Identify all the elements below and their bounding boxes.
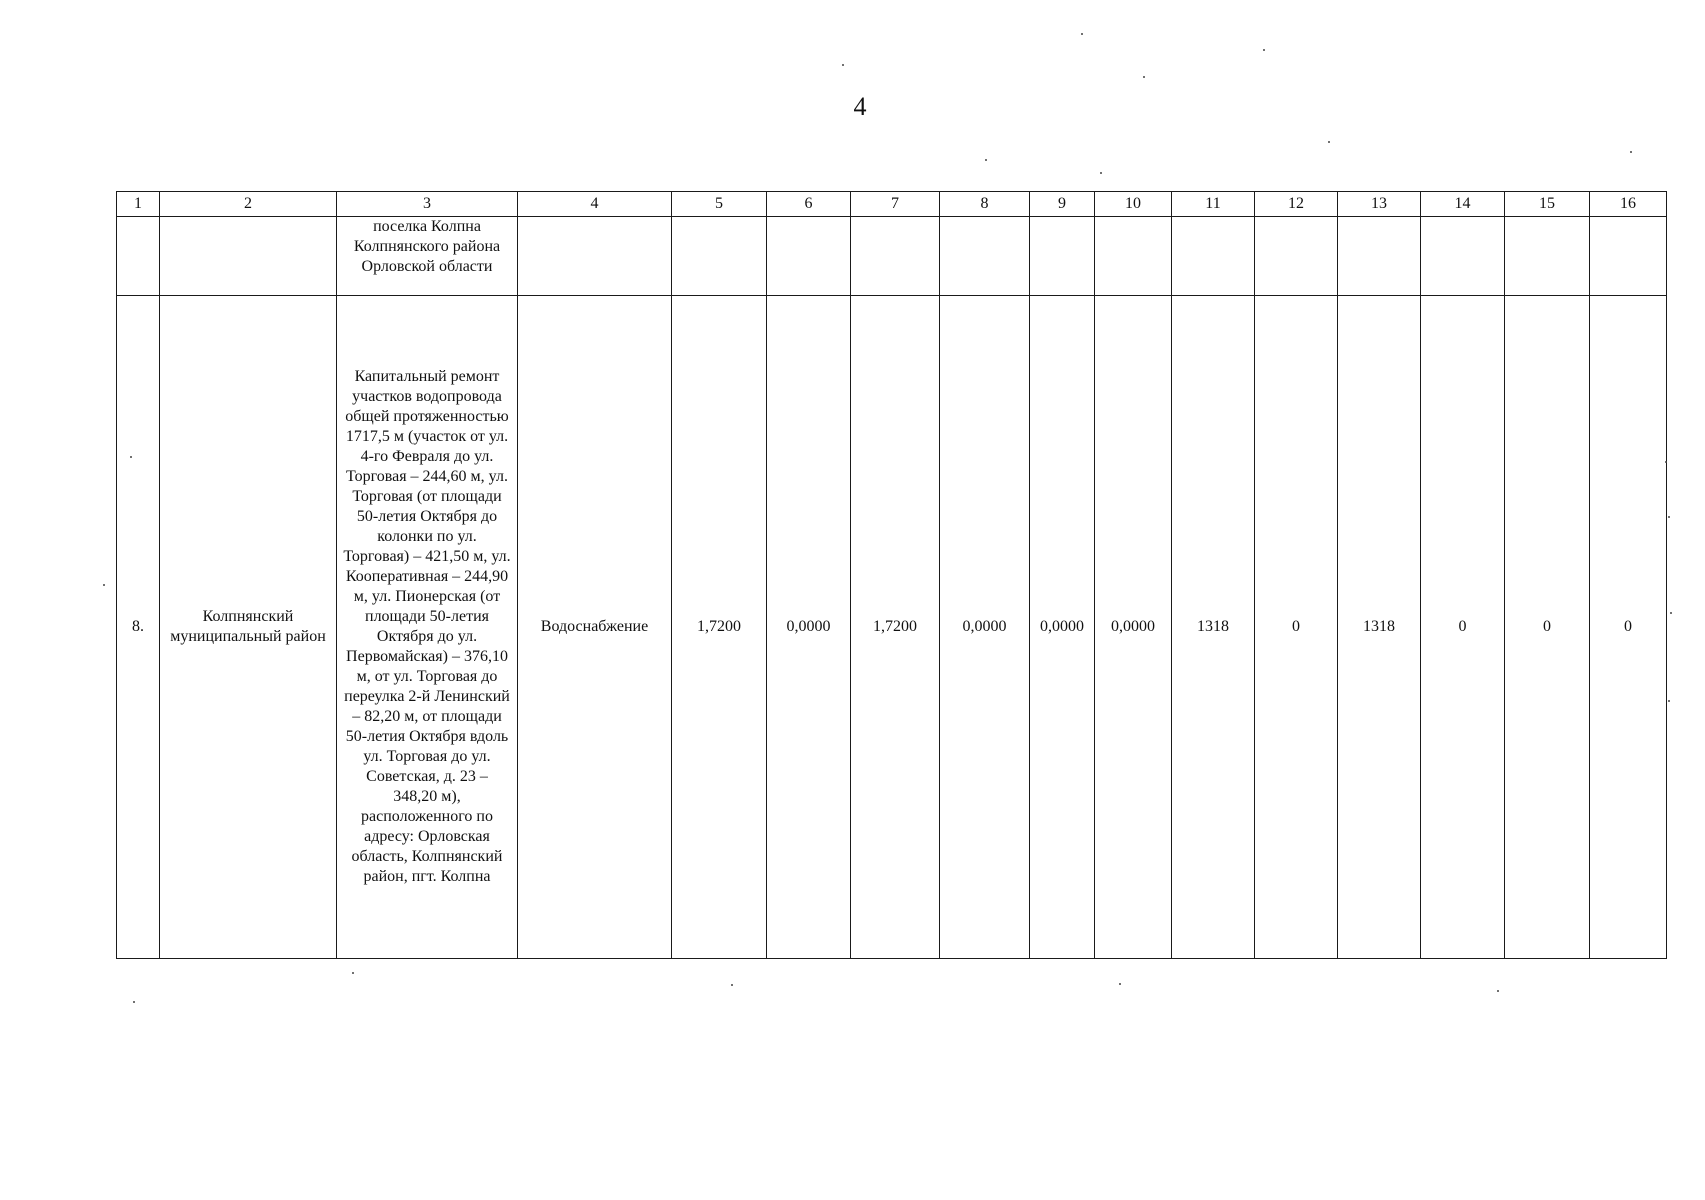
value-col-12: 0	[1255, 296, 1338, 959]
value-col-9: 0,0000	[1030, 296, 1095, 959]
column-number-9: 9	[1030, 192, 1095, 217]
scan-speck	[1081, 33, 1083, 35]
empty-cell	[1172, 217, 1255, 296]
value-col-11: 1318	[1172, 296, 1255, 959]
scan-speck	[130, 456, 132, 458]
value-col-6: 0,0000	[767, 296, 851, 959]
scan-speck	[1668, 700, 1670, 702]
scan-speck	[1100, 172, 1102, 174]
scan-speck	[1328, 141, 1330, 143]
value-col-13: 1318	[1338, 296, 1421, 959]
value-col-16: 0	[1590, 296, 1667, 959]
scan-speck	[985, 159, 987, 161]
empty-cell	[767, 217, 851, 296]
column-number-15: 15	[1505, 192, 1590, 217]
row-number: 8.	[117, 296, 160, 959]
scan-speck	[731, 984, 733, 986]
value-col-10: 0,0000	[1095, 296, 1172, 959]
work-description: Капитальный ремонт участков водопровода общей протяженностью 1717,5 м (участок от ул. 4-го Февраля до ул. Торговая – 244,60 м, ул. Торговая (от площади 50-летия Октября до колонки по ул. Торговая) – 421,50 м, ул. Кооперативная – 244,90 м, ул. Пионерская (от площади 50-летия Октября до ул. Первомайская) – 376,10 м, от ул. Торговая до переулка 2-й Ленинский – 82,20 м, от площади 50-летия Октября вдоль ул. Торговая до ул. Советская, д. 23 – 348,20 м), расположенного по адресу: Орловская область, Колпнянский район, пгт. Колпна	[337, 296, 518, 959]
empty-cell	[1590, 217, 1667, 296]
empty-cell	[851, 217, 940, 296]
column-number-1: 1	[117, 192, 160, 217]
empty-cell	[1338, 217, 1421, 296]
value-col-15: 0	[1505, 296, 1590, 959]
scan-speck	[1263, 49, 1265, 51]
scan-speck	[1119, 983, 1121, 985]
column-number-3: 3	[337, 192, 518, 217]
column-number-8: 8	[940, 192, 1030, 217]
table-row	[117, 296, 1667, 959]
column-number-13: 13	[1338, 192, 1421, 217]
scan-speck	[1668, 516, 1670, 518]
scan-speck	[1670, 612, 1672, 614]
scan-speck	[1143, 76, 1145, 78]
empty-cell	[1095, 217, 1172, 296]
column-number-5: 5	[672, 192, 767, 217]
empty-cell	[1030, 217, 1095, 296]
column-number-6: 6	[767, 192, 851, 217]
scan-speck	[1630, 151, 1632, 153]
empty-cell	[1505, 217, 1590, 296]
column-number-16: 16	[1590, 192, 1667, 217]
continuation-description: поселка Колпна Колпнянского района Орловской области	[337, 217, 518, 296]
value-col-7: 1,7200	[851, 296, 940, 959]
column-number-12: 12	[1255, 192, 1338, 217]
scan-speck	[842, 64, 844, 66]
column-number-4: 4	[518, 192, 672, 217]
continuation-row	[117, 217, 1667, 296]
scan-speck	[1665, 461, 1667, 463]
value-col-14: 0	[1421, 296, 1505, 959]
column-number-7: 7	[851, 192, 940, 217]
empty-cell	[1255, 217, 1338, 296]
empty-cell	[940, 217, 1030, 296]
scan-speck	[103, 584, 105, 586]
empty-cell	[160, 217, 337, 296]
column-number-2: 2	[160, 192, 337, 217]
empty-cell	[672, 217, 767, 296]
empty-cell	[518, 217, 672, 296]
scan-speck	[133, 1001, 135, 1003]
data-table	[116, 191, 1667, 959]
column-number-14: 14	[1421, 192, 1505, 217]
value-col-8: 0,0000	[940, 296, 1030, 959]
value-col-5: 1,7200	[672, 296, 767, 959]
empty-cell	[117, 217, 160, 296]
column-number-row	[117, 192, 1667, 217]
page-number: 4	[853, 92, 867, 121]
empty-cell	[1421, 217, 1505, 296]
scan-speck	[352, 972, 354, 974]
column-number-11: 11	[1172, 192, 1255, 217]
district-name: Колпнянский муниципальный район	[160, 296, 337, 959]
work-category: Водоснабжение	[518, 296, 672, 959]
scan-speck	[1497, 990, 1499, 992]
column-number-10: 10	[1095, 192, 1172, 217]
